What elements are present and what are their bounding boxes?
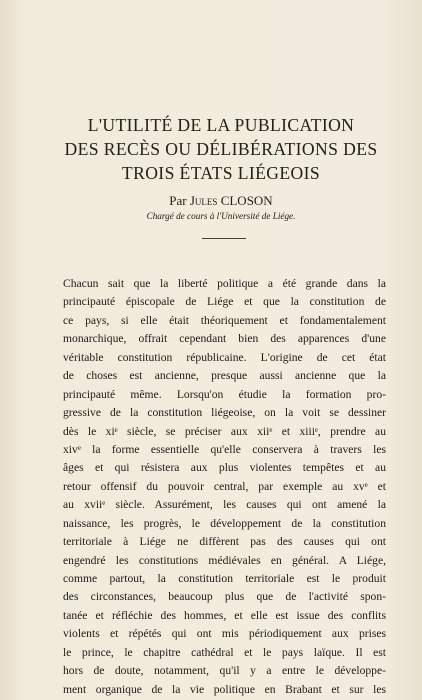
author-prefix: Par [169, 193, 187, 208]
body-line: de choses est ancienne, presque aussi ancienne que la [63, 369, 386, 383]
body-line: âges et qui résistera aux plus violentes tempêtes et au [63, 461, 386, 475]
body-line: tanée et réfléchie des hommes, et elle est issue des conflits [63, 608, 386, 622]
author-first-name: Jules [189, 193, 218, 208]
body-line: dès le xiᵉ siècle, se préciser aux xiiᵉ et xiiiᵉ, prendre au [63, 424, 386, 438]
body-line: violents et répétés qui ont mis périodiquement aux prises [63, 627, 386, 641]
author-byline [40, 193, 402, 208]
body-line: comme partout, la constitution territoriale est le produit [63, 572, 386, 585]
body-line: retour offensif du pouvoir central, par exemple au xvᵉ et [63, 479, 386, 493]
body-line: Chacun sait que la liberté politique a été grande dans la [63, 277, 386, 290]
body-line: ment organique de la vie politique en Brabant et sur les [63, 682, 386, 696]
title-line-3: TROIS ÉTATS LIÉGEOIS [121, 163, 321, 183]
author-surname: CLOSON [220, 193, 273, 208]
body-line: engendré les constitutions médiévales en général. A Liége, [63, 553, 386, 567]
body-line: gressive de la constitution liégeoise, on la voit se dessiner [63, 406, 386, 420]
body-line: des circonstances, beaucoup plus que de l'activité spon- [63, 590, 386, 604]
article-body [63, 275, 386, 699]
body-line: ce pays, si elle était théoriquement et fondamentalement [63, 313, 386, 327]
body-line: le prince, le chapitre cathédral et le pays laïque. Il est [63, 645, 386, 659]
body-line: principauté même. Lorsqu'on étudie la formation pro- [63, 387, 386, 401]
article-title [40, 113, 402, 185]
body-line: principauté épiscopale de Liége et que la constitution de [63, 295, 386, 309]
body-line: véritable constitution républicaine. L'origine de cet état [63, 350, 386, 364]
body-line: au xviiᵉ siècle. Assurément, les causes qui ont amené la [63, 498, 386, 512]
title-separator-rule [202, 238, 246, 239]
title-line-1: L'UTILITÉ DE LA PUBLICATION [87, 115, 355, 135]
title-line-2: DES RECÈS OU DÉLIBÉRATIONS DES [64, 139, 378, 159]
author-affiliation: Chargé de cours à l'Université de Liége. [146, 211, 296, 221]
body-line: hors de doute, notamment, qu'il y a entre le développe- [63, 664, 386, 678]
body-line: xivᵉ la forme essentielle qu'elle conservera à travers les [63, 442, 386, 456]
body-line: naissance, les progrès, le développement de la constitution [63, 516, 386, 530]
body-line: monarchique, offrait cependant bien des apparences d'une [63, 332, 386, 346]
body-line: territoriale à Liége ne diffèrent pas des causes qui ont [63, 535, 386, 549]
